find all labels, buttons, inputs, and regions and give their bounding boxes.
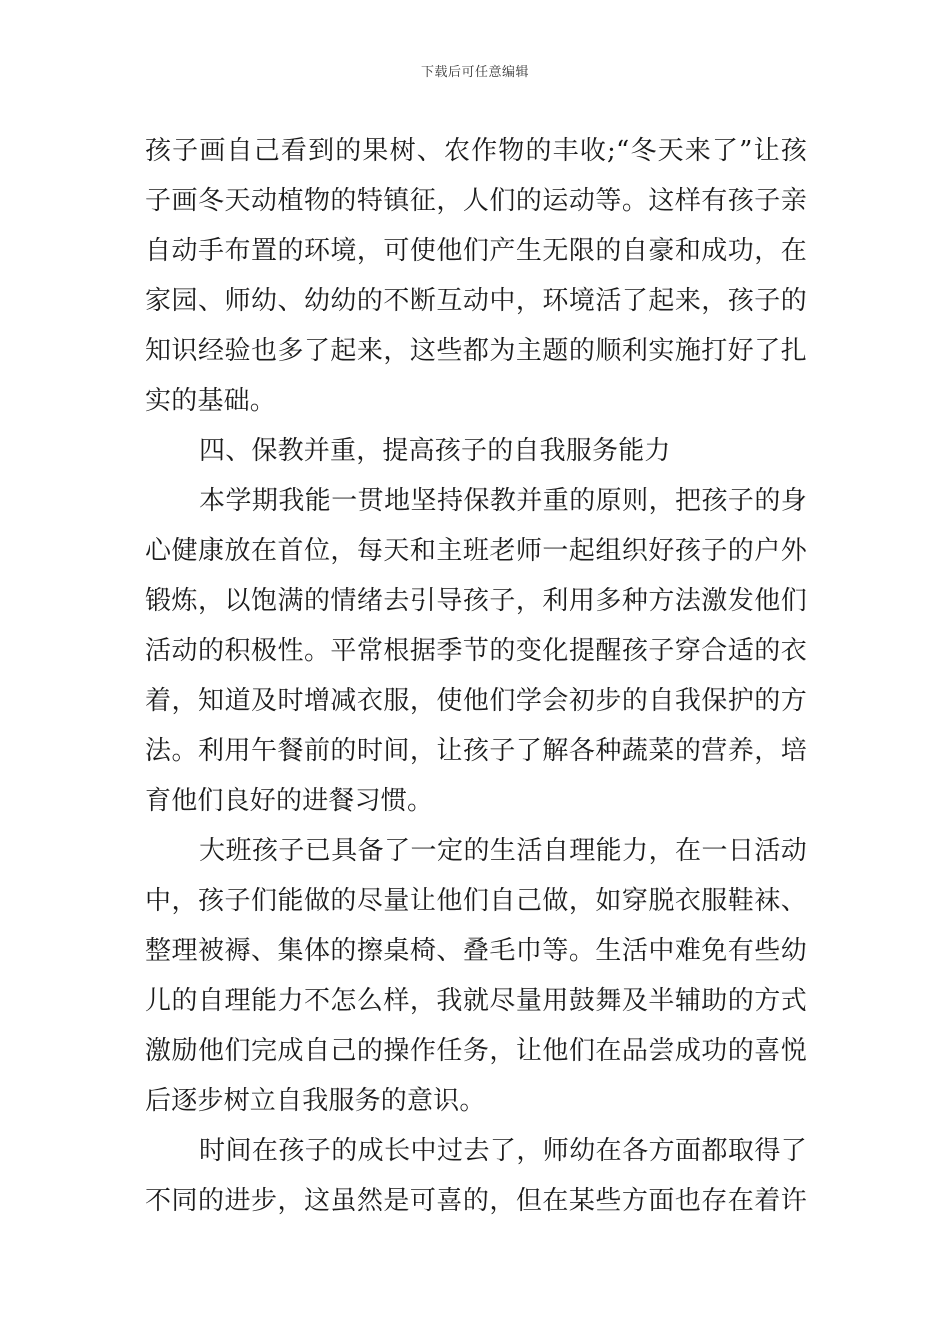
paragraph-line: 子画冬天动植物的特镇征，人们的运动等。这样有孩子亲 bbox=[145, 186, 807, 216]
paragraph-line: 知识经验也多了起来，这些都为主题的顺利实施打好了扎 bbox=[145, 336, 807, 366]
paragraph-line: 整理被褥、集体的擦桌椅、叠毛巾等。生活中难免有些幼 bbox=[145, 936, 807, 966]
paragraph-line: 实的基础。 bbox=[145, 386, 277, 416]
paragraph-line: 大班孩子已具备了一定的生活自理能力，在一日活动 bbox=[199, 836, 807, 866]
paragraph-line: 育他们良好的进餐习惯。 bbox=[145, 786, 434, 816]
paragraph-line: 活动的积极性。平常根据季节的变化提醒孩子穿合适的衣 bbox=[145, 636, 807, 666]
paragraph-line: 儿的自理能力不怎么样，我就尽量用鼓舞及半辅助的方式 bbox=[145, 986, 807, 1016]
header-note: 下载后可任意编辑 bbox=[420, 65, 529, 80]
paragraph-line: 孩子画自己看到的果树、农作物的丰收;“冬天来了”让孩 bbox=[145, 136, 807, 166]
paragraph-line: 不同的进步，这虽然是可喜的，但在某些方面也存在着许 bbox=[145, 1186, 807, 1216]
paragraph-line: 后逐步树立自我服务的意识。 bbox=[145, 1086, 486, 1116]
paragraph-line: 着，知道及时增减衣服，使他们学会初步的自我保护的方 bbox=[145, 686, 807, 716]
paragraph-line: 激励他们完成自己的操作任务，让他们在品尝成功的喜悦 bbox=[145, 1036, 807, 1066]
paragraph-line: 本学期我能一贯地坚持保教并重的原则，把孩子的身 bbox=[199, 486, 807, 516]
paragraph-line: 家园、师幼、幼幼的不断互动中，环境活了起来，孩子的 bbox=[145, 286, 807, 316]
paragraph-line: 法。利用午餐前的时间，让孩子了解各种蔬菜的营养，培 bbox=[145, 736, 807, 766]
section-heading: 四、保教并重，提高孩子的自我服务能力 bbox=[199, 436, 671, 466]
paragraph-line: 锻炼，以饱满的情绪去引导孩子，利用多种方法激发他们 bbox=[145, 586, 807, 616]
paragraph-line: 时间在孩子的成长中过去了，师幼在各方面都取得了 bbox=[199, 1136, 807, 1166]
body-text bbox=[145, 126, 807, 1226]
paragraph-line: 心健康放在首位，每天和主班老师一起组织好孩子的户外 bbox=[145, 536, 807, 566]
paragraph-line: 中，孩子们能做的尽量让他们自己做，如穿脱衣服鞋袜、 bbox=[145, 886, 807, 916]
paragraph-line: 自动手布置的环境，可使他们产生无限的自豪和成功，在 bbox=[145, 236, 807, 266]
